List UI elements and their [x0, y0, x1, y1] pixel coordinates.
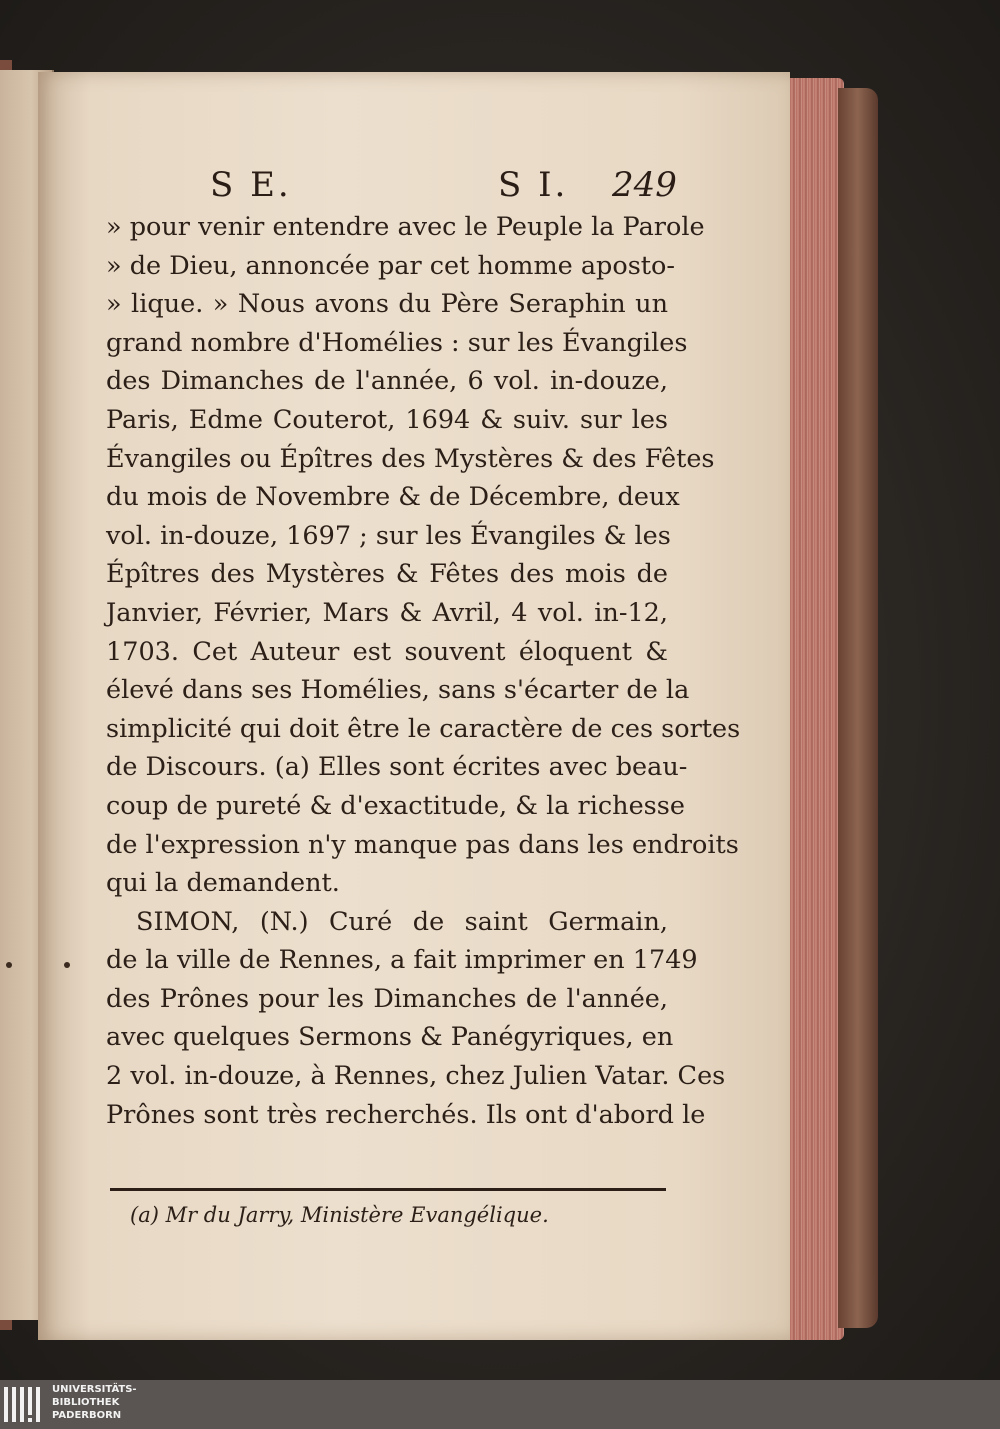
library-footer-bar: [0, 1380, 1000, 1429]
text-line: de l'expression n'y manque pas dans les endroits: [106, 829, 739, 860]
text-line: Prônes sont très recherchés. Ils ont d'abord le: [106, 1099, 706, 1130]
text-line: Paris, Edme Couterot, 1694 & suiv. sur les: [106, 404, 668, 435]
library-name-line: PADERBORN: [52, 1410, 122, 1421]
page-number: 249: [612, 165, 677, 205]
text-line: grand nombre d'Homélies : sur les Évangiles: [106, 327, 688, 358]
text-line: Janvier, Février, Mars & Avril, 4 vol. in-12,: [106, 597, 668, 628]
text-line: coup de pureté & d'exactitude, & la richesse: [106, 790, 685, 821]
ink-spot: [6, 962, 12, 968]
text-line: des Dimanches de l'année, 6 vol. in-douze,: [106, 366, 668, 397]
text-line: » de Dieu, annoncée par cet homme aposto-: [106, 250, 676, 281]
text-line: du mois de Novembre & de Décembre, deux: [106, 482, 680, 513]
text-line: qui la demandent.: [106, 868, 340, 899]
text-line: Évangiles ou Épîtres des Mystères & des Fêtes: [106, 443, 715, 474]
book-cover-edge: [838, 88, 878, 1328]
text-line: vol. in-douze, 1697 ; sur les Évangiles & les: [106, 520, 671, 551]
text-line: SIMON, (N.) Curé de saint Germain,: [136, 906, 668, 937]
footnote-rule: [110, 1188, 666, 1191]
text-line: élevé dans ses Homélies, sans s'écarter de la: [106, 675, 690, 706]
text-line: de Discours. (a) Elles sont écrites avec beau-: [106, 752, 688, 783]
library-name-line: BIBLIOTHEK: [52, 1397, 120, 1408]
library-name-line: UNIVERSITÄTS-: [52, 1384, 137, 1395]
footnote: (a) Mr du Jarry, Ministère Evangélique.: [130, 1203, 549, 1227]
text-line: des Prônes pour les Dimanches de l'année,: [106, 983, 668, 1014]
text-line: » pour venir entendre avec le Peuple la Parole: [106, 212, 705, 242]
text-line: Épîtres des Mystères & Fêtes des mois de: [106, 559, 668, 590]
text-line: de la ville de Rennes, a fait imprimer en 1749: [106, 945, 698, 976]
text-line: 1703. Cet Auteur est souvent éloquent &: [106, 636, 668, 667]
text-line: simplicité qui doit être le caractère de ces sortes: [106, 713, 741, 744]
text-line: » lique. » Nous avons du Père Seraphin un: [106, 289, 668, 320]
library-name: [52, 1383, 137, 1422]
text-line: avec quelques Sermons & Panégyriques, en: [106, 1022, 674, 1053]
text-line: 2 vol. in-douze, à Rennes, chez Julien Vatar. Ces: [106, 1061, 726, 1092]
page-text: [106, 208, 741, 1134]
running-head-middle: S I.: [498, 165, 569, 205]
library-logo-icon: [2, 1383, 46, 1426]
ink-spot: [64, 962, 70, 968]
running-head-left: S E.: [210, 165, 292, 205]
